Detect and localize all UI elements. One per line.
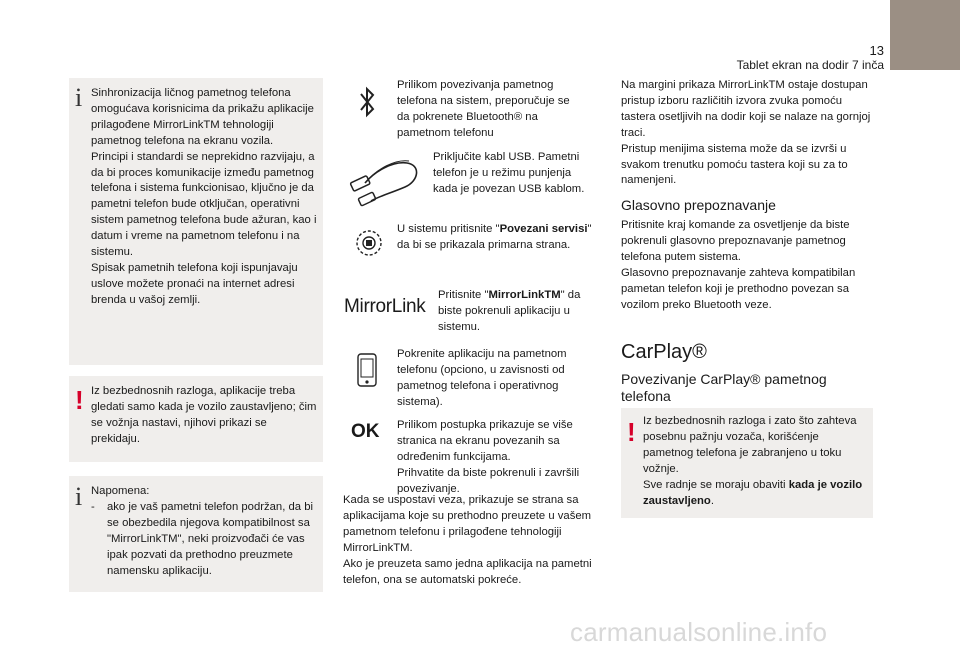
services-label: Povezani servisi bbox=[499, 223, 588, 235]
carplay-warning-note bbox=[621, 408, 873, 518]
bluetooth-icon bbox=[352, 82, 382, 122]
usb-cable-icon bbox=[345, 150, 423, 212]
step-services-text: U sistemu pritisnite "Povezani servisi" da bi se prikazala primarna strana. bbox=[397, 223, 592, 251]
info-note-text: Sinhronizacija ličnog pametnog telefona omogućava korisnicima da prikažu aplikacije prilagođene MirrorLinkTM tehnologiji pametnog telefona na ekranu vozila. Principi i standardi se neprekidno razvijaju, a da bi proces komunikacije između pametnog telefona i sistema funkcionisao, ključno je da pametni telefon bude otključan, operativni sistem pametnog telefona bude ažuran, kao i datum i vreme na pametnom telefonu i na sistemu. Spisak pametnih telefona koji ispunjavaju uslove možete pronaći na internet adresi brenda u vašoj zemlji. bbox=[91, 87, 317, 306]
info-note-remark bbox=[69, 476, 323, 592]
step-usb-text: Priključite kabl USB. Pametni telefon je u režimu punjenja kada je povezan USB kablom. bbox=[433, 151, 585, 195]
voice-recognition-heading: Glasovno prepoznavanje bbox=[621, 197, 776, 213]
carplay-heading: CarPlay® bbox=[621, 341, 707, 363]
warning-note-text: Iz bezbednosnih razloga, aplikacije treba gledati samo kada je vozilo zaustavljeno; čim se vožnja nastavi, njihovi prikazi se prekidaju. bbox=[91, 385, 317, 445]
warning-icon: ! bbox=[627, 417, 636, 447]
note-bullet: - bbox=[91, 501, 95, 513]
step-ok-text: Prilikom postupka prikazuje se više stranica na ekranu povezanih sa određenim funkcijama. Prihvatite da biste pokrenuli i završili povezivanje. bbox=[397, 419, 580, 495]
warning-note-apps bbox=[69, 376, 323, 462]
info-icon: i bbox=[75, 83, 83, 112]
smartphone-app-icon bbox=[354, 352, 380, 388]
mirrorlink-label: MirrorLinkTM bbox=[488, 289, 561, 301]
mirrorlink-logo: MirrorLink bbox=[344, 296, 426, 317]
ok-label: OK bbox=[351, 421, 380, 442]
step-bluetooth-text: Prilikom povezivanja pametnog telefona na sistem, preporučuje se da pokrenete Bluetooth® na pametnom telefonu bbox=[397, 79, 570, 139]
mirrorlink-intro-text: Na margini prikaza MirrorLinkTM ostaje dostupan pristup izboru različitih izvora zvuka pomoću tastera osetljivih na dodir koji se nalaze na gornjoj traci. Pristup menijima sistema može da se izvrši u svakom trenutku pomoću tastera koji su za to namenjeni. bbox=[621, 79, 871, 187]
info-note-sync bbox=[69, 78, 323, 365]
note-title: Napomena: bbox=[91, 485, 150, 497]
carplay-warning-text: Iz bezbednosnih razloga i zato što zahteva posebnu pažnju vozača, korišćenje pametnog telefona je zabranjeno u toku vožnje. Sve radnje se moraju obaviti kada je vozilo zaustavljeno. bbox=[643, 415, 863, 507]
step-mirrorlink-text: Pritisnite "MirrorLinkTM" da biste pokrenuli aplikaciju u sistemu. bbox=[438, 289, 581, 333]
page-title: Tablet ekran na dodir 7 inča bbox=[736, 58, 884, 72]
page-number: 13 bbox=[869, 43, 884, 58]
step-app-text: Pokrenite aplikaciju na pametnom telefonu (opciono, u zavisnosti od pametnog telefona i operativnog sistema). bbox=[397, 348, 567, 408]
warning-icon: ! bbox=[75, 385, 84, 415]
voice-recognition-text: Pritisnite kraj komande za osvetljenje da biste pokrenuli glasovno prepoznavanje pametnog telefona putem sistema. Glasovno prepoznavanje zahteva kompatibilan pametan telefon koji je prethodno povezan sa vozilom preko Bluetooth veze. bbox=[621, 219, 856, 311]
watermark: carmanualsonline.info bbox=[570, 617, 828, 647]
info-icon: i bbox=[75, 482, 83, 511]
connected-services-icon bbox=[352, 226, 386, 260]
closing-text: Kada se uspostavi veza, prikazuje se strana sa aplikacijama koje su prethodno preuzete u vašem pametnom telefonu i prilagođene tehnologiji MirrorLinkTM. Ako je preuzeta samo jedna aplikacija na pametni telefon, ona se automatski pokreće. bbox=[343, 494, 592, 586]
carplay-connection-heading: Povezivanje CarPlay® pametnog telefona bbox=[621, 371, 827, 404]
note-item-text: ako je vaš pametni telefon podržan, da bi se obezbedila njegova kompatibilnost sa "MirrorLinkTM", neki proizvođači će vas ipak pozvati da prethodno preuzmete namensku aplikaciju. bbox=[107, 501, 313, 577]
page-corner-tab bbox=[890, 0, 960, 70]
